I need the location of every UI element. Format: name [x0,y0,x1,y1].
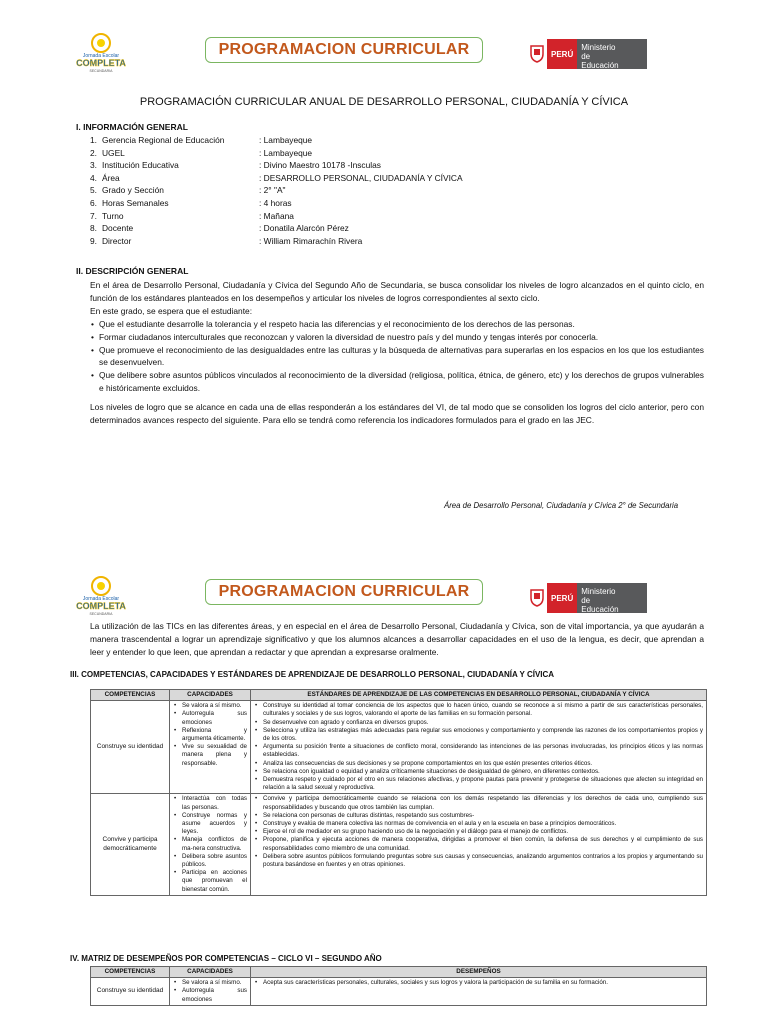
table-row [91,701,707,794]
list-item: • Que el estudiante desarrolle la tolerancia y el respeto hacia las diferencias y el reconocimiento de los derechos de las personas. [90,318,704,331]
list-item: • Que delibere sobre asuntos públicos vinculados al reconocimiento de la diversidad (religiosa, política, étnica, de género, etc) y los derechos de grupos vulnerables e históricamente excluidos. [90,369,704,395]
document-title: PROGRAMACIÓN CURRICULAR ANUAL DE DESARROLLO PERSONAL, CIUDADANÍA Y CÍVICA [139,96,629,108]
svg-text:Jornada Escolar: Jornada Escolar [82,596,120,602]
peru-shield-icon [527,39,547,69]
column-header: ESTÁNDARES DE APRENDIZAJE DE LAS COMPETENCIAS EN DESARROLLO PERSONAL, CIUDADANÍA Y CÍVICA [251,690,707,701]
jornada-escolar-completa-logo [72,32,130,76]
section-4-heading: IV. MATRIZ DE DESEMPEÑOS POR COMPETENCIAS – CICLO VI – SEGUNDO AÑO [70,954,382,963]
info-row: 2. UGEL : Lambayeque [90,147,313,158]
table-row [91,978,707,1006]
info-row: 7. Turno : Mañana [90,210,294,221]
capacidades-cell: • Se valora a sí mismo. • Autorregula sus emociones [170,978,251,1006]
estandares-cell: • Construye su identidad al tomar conciencia de los aspectos que lo hacen único, cuando se reconoce a sí mismo a partir de sus características personales, culturales y sociales y de sus logros, valorando el aporte de las familias en su formación personal. • Se desenvuelve con agrado y confianza en diversos grupos. • Selecciona y utiliza las estrategias más adecuadas para regular sus emociones y comportamiento y comprende las razones de los comportamientos propios y de los otros. • Argumenta su posición frente a situaciones de conflicto moral, considerando las intenciones de las personas involucradas, los principios éticos y las normas establecidas. • Analiza las consecuencias de sus decisiones y se propone comportamientos en los que estén presentes criterios éticos. • Se relaciona con igualdad o equidad y analiza críticamente situaciones de desigualdad de género, en diferentes contextos. • Demuestra respeto y cuidado por el otro en sus relaciones afectivas, y propone pautas para prevenir y protegerse de situaciones que afecten su integridad en relación a la salud sexual y reproductiva. [251,701,707,794]
desempenos-cell: • Acepta sus características personales, culturales, sociales y sus logros y valora la participación de su familia en su formación. [251,978,707,1006]
table-header-row [91,690,707,701]
capacidades-cell: • Interactúa con todas las personas. • Construye normas y asume acuerdos y leyes. • Maneja conflictos de ma-nera constructiva. • Delibera sobre asuntos públicos. • Participa en acciones que promuevan el bienestar común. [170,794,251,895]
page-footer-note: Área de Desarrollo Personal, Ciudadanía y Cívica 2° de Secundaria [444,501,679,510]
description-closing: Los niveles de logro que se alcance en cada una de ellas responderán a los estándares del VI, de tal modo que se consoliden los logros del ciclo anterior, pero con determinados avances respecto del siguiente. Para ello se tendrá como referencia los indicadores formulados para el grado en las JEC. [90,402,704,426]
svg-text:SECUNDARIA: SECUNDARIA [89,612,113,616]
list-item: • Formar ciudadanos interculturales que reconozcan y valoren la diversidad de nuestro país y del mundo y tengas interés por conocerla. [90,331,704,344]
minedu-logo: PERÚ Ministerio de Educación [527,583,647,613]
section-1-heading: I. INFORMACIÓN GENERAL [76,122,188,132]
column-header: COMPETENCIAS [91,690,170,701]
competencias-table [90,689,707,896]
objectives-list [90,318,704,395]
info-row: 9. Director : William Rimarachín Rivera [90,235,363,246]
page-banner: PROGRAMACION CURRICULAR [205,37,483,63]
svg-text:COMPLETA: COMPLETA [76,58,126,68]
info-row: 8. Docente : Donatila Alarcón Pérez [90,223,349,234]
tics-paragraph: La utilización de las TICs en las diferentes áreas, y en especial en el área de Desarrollo Personal, Ciudadanía y Cívica, son de vital importancia, ya que ayudarán a manera trascendental a lograr un aprendizaje significativo y que los alumnos alcances a desarrollar capacidades en el uso de la lengua, es decir, que aprendan a leer y entender lo que leen, que aprendan a redactar y que aprendan a expresarse oralmente. [90,621,704,657]
list-item: • Que promueve el reconocimiento de las desigualdades entre las culturas y la búsqueda de alternativas para superarlas en los espacios en los que los estudiantes se desenvuelven. [90,344,704,370]
info-row: 5. Grado y Sección : 2° "A" [90,185,286,196]
description-body [90,279,704,427]
column-header: COMPETENCIAS [91,967,170,978]
info-row: 3. Institución Educativa : Divino Maestro 10178 -Insculas [90,160,381,171]
peru-shield-icon [527,583,547,613]
column-header: CAPACIDADES [170,967,251,978]
info-row: 6. Horas Semanales : 4 horas [90,197,292,208]
jornada-escolar-completa-logo [72,575,130,619]
minedu-logo: PERÚ Ministerio de Educación [527,39,647,69]
svg-text:SECUNDARIA: SECUNDARIA [89,69,113,73]
column-header: CAPACIDADES [170,690,251,701]
info-list [90,134,690,247]
info-row: 4. Área : DESARROLLO PERSONAL, CIUDADANÍA Y CÍVICA [90,172,463,183]
description-lead: En este grado, se espera que el estudiante: [90,305,253,316]
section-2-heading: II. DESCRIPCIÓN GENERAL [76,266,189,276]
table-header-row [91,967,707,978]
competencia-cell: Construye su identidad [91,978,170,1006]
svg-text:COMPLETA: COMPLETA [76,601,126,611]
estandares-cell: • Convive y participa democráticamente cuando se relaciona con los demás respetando las diferencias y los derechos de cada uno, cumpliendo sus responsabilidades y buscando que otros también las cumplan. • Se relaciona con personas de culturas distintas, respetando sus costumbres- • Construye y evalúa de manera colectiva las normas de convivencia en el aula y en la escuela en base a principios democráticos. • Ejerce el rol de mediador en su grupo haciendo uso de la negociación y el diálogo para el manejo de conflictos. • Propone, planifica y ejecuta acciones de manera cooperativa, dirigidas a promover el bien común, la defensa de sus derechos y el cumplimiento de sus responsabilidades como miembro de una comunidad. • Delibera sobre asuntos públicos formulando preguntas sobre sus causas y consecuencias, analizando argumentos contrarios a los propios y argumentando su postura basándose en fuentes y en otras opiniones. [251,794,707,895]
capacidades-cell: • Se valora a sí mismo. • Autorregula sus emociones • Reflexiona y argumenta éticamente. • Vive su sexualidad de manera plena y responsable. [170,701,251,794]
competencia-cell: Convive y participa democráticamente [91,794,170,895]
competencia-cell: Construye su identidad [91,701,170,794]
svg-text:Jornada Escolar: Jornada Escolar [82,53,120,59]
column-header: DESEMPEÑOS [251,967,707,978]
page-banner: PROGRAMACION CURRICULAR [205,579,483,605]
section-3-heading: III. COMPETENCIAS, CAPACIDADES Y ESTÁNDARES DE APRENDIZAJE DE DESARROLLO PERSONAL, CIUDADANÍA Y CÍVICA [70,670,555,679]
desempenos-table [90,966,707,1006]
description-intro: En el área de Desarrollo Personal, Ciudadanía y Cívica del Segundo Año de Secundaria, se busca consolidar los niveles de logro alcanzados en el quinto ciclo, en función de los estándares planteados en los desempeños y articular los niveles de logros correspondientes al sexto ciclo. [90,280,704,303]
info-row: 1. Gerencia Regional de Educación : Lambayeque [90,135,313,145]
table-row [91,794,707,895]
